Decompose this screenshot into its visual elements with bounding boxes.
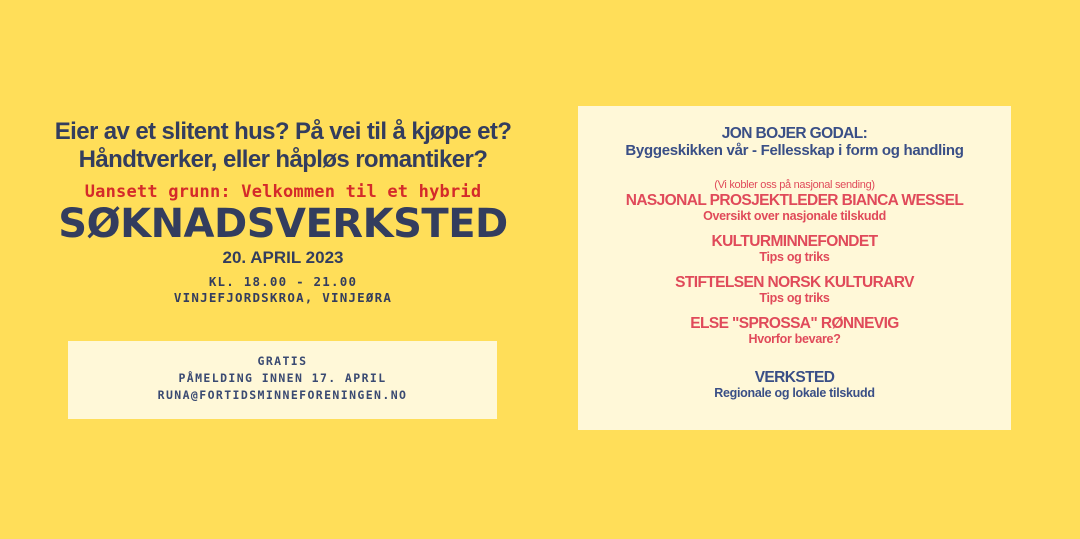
speaker-topic: Tips og triks bbox=[759, 250, 830, 264]
event-header bbox=[0, 118, 566, 306]
headline-line-2: Håndtverker, eller håpløs romantiker? bbox=[78, 146, 488, 173]
headline bbox=[0, 118, 566, 174]
registration-box bbox=[68, 341, 497, 419]
speaker-topic: Byggeskikken vår - Fellesskap i form og handling bbox=[625, 142, 964, 159]
speaker-topic: Tips og triks bbox=[759, 291, 830, 305]
subhead: Uansett grunn: Velkommen til et hybrid bbox=[84, 182, 482, 202]
speaker-topic: Regionale og lokale tilskudd bbox=[714, 386, 875, 400]
program-item bbox=[578, 274, 1011, 305]
speaker-name: JON BOJER GODAL: bbox=[721, 125, 868, 142]
program-item bbox=[578, 315, 1011, 346]
speaker-name: STIFTELSEN NORSK KULTURARV bbox=[675, 274, 914, 291]
event-date: 20. APRIL 2023 bbox=[222, 248, 344, 267]
speaker-topic: Hvorfor bevare? bbox=[748, 332, 841, 346]
event-time: KL. 18.00 - 21.00 bbox=[208, 274, 358, 289]
price-label: GRATIS bbox=[257, 354, 308, 368]
broadcast-note: (Vi kobler oss på nasjonal sending) bbox=[714, 179, 875, 191]
speaker-name: KULTURMINNEFONDET bbox=[711, 233, 878, 250]
program-item bbox=[578, 179, 1011, 223]
registration-deadline: PÅMELDING INNEN 17. APRIL bbox=[178, 371, 387, 385]
speaker-name: NASJONAL PROSJEKTLEDER BIANCA WESSEL bbox=[625, 192, 964, 209]
program-item bbox=[578, 233, 1011, 264]
contact-email: RUNA@FORTIDSMINNEFORENINGEN.NO bbox=[157, 388, 408, 402]
speaker-topic: Oversikt over nasjonale tilskudd bbox=[703, 209, 886, 223]
speaker-name: ELSE "SPROSSA" RØNNEVIG bbox=[690, 315, 899, 332]
speaker-name: VERKSTED bbox=[754, 369, 835, 386]
program-item bbox=[578, 369, 1011, 400]
event-title: SØKNADSVERKSTED bbox=[58, 201, 508, 247]
event-place: VINJEFJORDSKROA, VINJEØRA bbox=[173, 290, 393, 305]
program-box bbox=[578, 106, 1011, 430]
headline-line-1: Eier av et slitent hus? På vei til å kjøpe et? bbox=[54, 118, 512, 145]
program-item bbox=[578, 125, 1011, 159]
